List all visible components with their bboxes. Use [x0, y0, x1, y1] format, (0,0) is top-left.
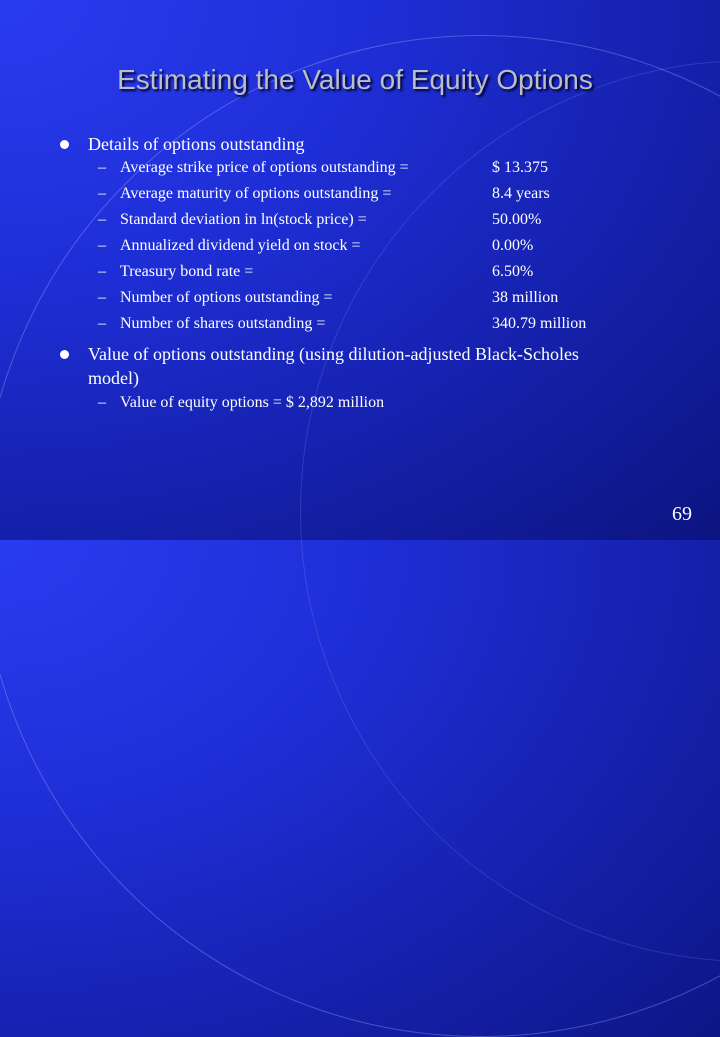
detail-label: Annualized dividend yield on stock =: [120, 237, 361, 254]
detail-label: Average maturity of options outstanding =: [120, 185, 392, 202]
detail-label: Standard deviation in ln(stock price) =: [120, 211, 367, 228]
detail-value: 340.79 million: [492, 315, 587, 332]
dash-marker: –: [98, 263, 106, 280]
dash-marker: –: [98, 185, 106, 202]
bullet-value-line-1: Value of options outstanding (using dilution-adjusted Black-Scholes: [88, 344, 579, 364]
bullet-details: Details of options outstanding: [88, 134, 305, 154]
dash-marker: –: [98, 394, 106, 411]
detail-value: $ 13.375: [492, 159, 548, 176]
bullet-value-line-2: model): [88, 368, 139, 388]
detail-value: 6.50%: [492, 263, 534, 280]
bullet-dot-1: [60, 140, 69, 149]
dash-marker: –: [98, 289, 106, 306]
bullet-dot-2: [60, 350, 69, 359]
detail-value: 0.00%: [492, 237, 534, 254]
detail-value: 8.4 years: [492, 185, 550, 202]
detail-value: 38 million: [492, 289, 559, 306]
detail-label: Average strike price of options outstanding =: [120, 159, 409, 176]
dash-marker: –: [98, 159, 106, 176]
dash-marker: –: [98, 211, 106, 228]
detail-value: 50.00%: [492, 211, 542, 228]
slide-title: Estimating the Value of Equity Options: [117, 64, 593, 95]
detail-label: Number of options outstanding =: [120, 289, 333, 306]
dash-marker: –: [98, 315, 106, 332]
dash-marker: –: [98, 237, 106, 254]
detail-label: Treasury bond rate =: [120, 263, 254, 280]
detail-label: Number of shares outstanding =: [120, 315, 326, 332]
slide-number: 69: [672, 503, 692, 525]
equity-options-value: Value of equity options = $ 2,892 million: [120, 394, 385, 411]
